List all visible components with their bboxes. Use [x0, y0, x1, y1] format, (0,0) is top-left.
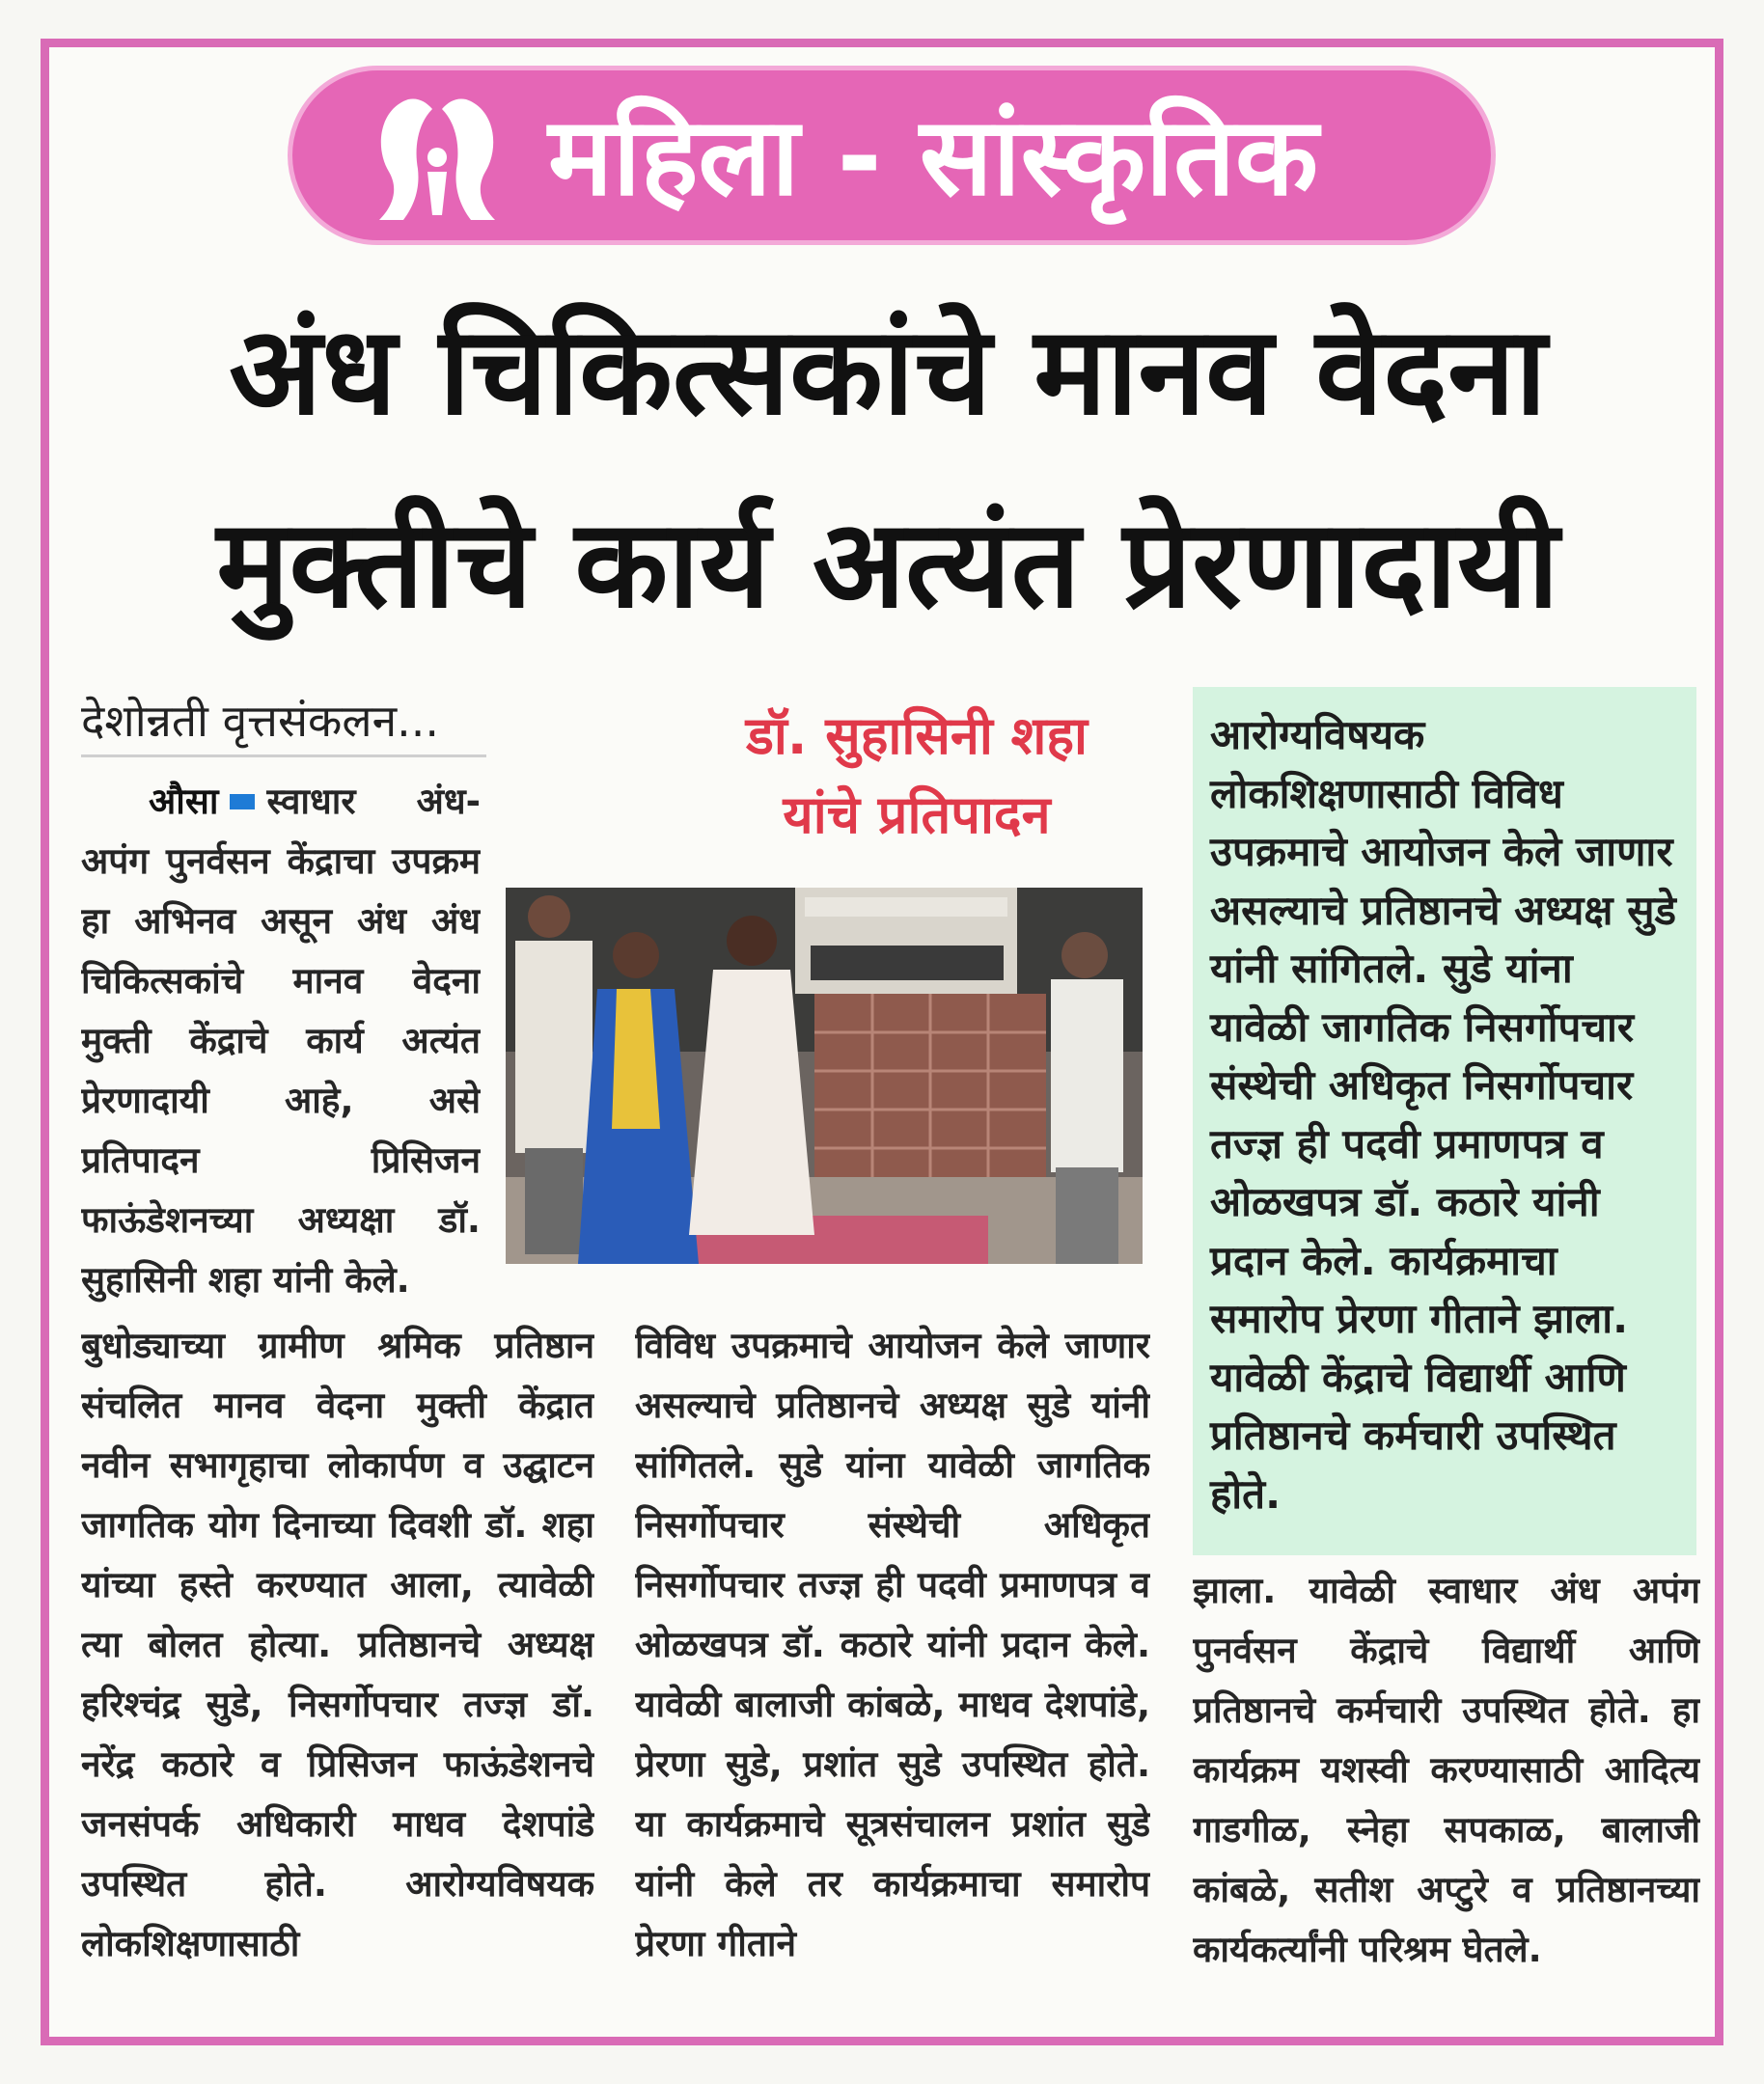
body-column-2 [635, 1316, 1150, 2030]
event-photo-icon [506, 888, 1143, 1264]
highlight-text: आरोग्यविषयक लोकशिक्षणासाठी विविध उपक्रमाचे आयोजन केले जाणार असल्याचे प्रतिष्ठानचे अध्यक्ष सुडे यांनी सांगितले. सुडे यांना यावेळी जागतिक निसर्गोपचार संस्थेची अधिकृत निसर्गोपचार तज्ज्ञ ही पदवी प्रमाणपत्र व ओळखपत्र डॉ. कठारे यांनी प्रदान केले. कार्यक्रमाचा समारोप प्रेरणा गीताने झाला. यावेळी केंद्राचे विद्यार्थी आणि प्रतिष्ठानचे कर्मचारी उपस्थित होते. [1210, 711, 1676, 1518]
body-column-3 [1193, 1561, 1700, 2024]
place-name: औसा [149, 781, 219, 822]
subheadline-line-2: यांचे प्रतिपादन [783, 784, 1051, 845]
body-text-col1-bottom: बुधोड्याच्या ग्रामीण श्रमिक प्रतिष्ठान संचलित मानव वेदना मुक्ती केंद्रात नवीन सभागृहाचा लोकार्पण व उद्घाटन जागतिक योग दिनाच्या दिवशी डॉ. शहा यांच्या हस्ते करण्यात आला, त्यावेळी त्या बोलत होत्या. प्रतिष्ठानचे अध्यक्ष हरिश्चंद्र सुडे, निसर्गोपचार तज्ज्ञ डॉ. नरेंद्र कठारे व प्रिसिजन फाऊंडेशनचे जनसंपर्क अधिकारी माधव देशपांडे उपस्थित होते. आरोग्यविषयक लोकशिक्षणासाठी [81, 1325, 594, 1964]
dateline: देशोन्नती वृत्तसंकलन... [81, 687, 486, 757]
women-silhouettes-logo-icon [350, 80, 524, 234]
body-text-col1-top: स्वाधार अंध-अपंग पुनर्वसन केंद्राचा उपक्रम हा अभिनव असून अंध अंध चिकित्सकांचे मानव वेदना मुक्ती केंद्राचे कार्य अत्यंत प्रेरणादायी आहे, असे प्रतिपादन प्रिसिजन फाऊंडेशनच्या अध्यक्षा डॉ. सुहासिनी शहा यांनी केले. [81, 781, 481, 1301]
highlight-box [1193, 687, 1696, 1555]
event-photo [506, 888, 1143, 1264]
headline-line-2: मुक्तीचे कार्य अत्यंत प्रेरणादायी [216, 493, 1559, 635]
body-column-1-top [81, 772, 481, 1312]
subheadline-line-1: डॉ. सुहासिनी शहा [746, 705, 1088, 766]
body-column-1-bottom [81, 1316, 594, 2030]
headline-line-1: अंध चिकित्सकांचे मानव वेदना [229, 300, 1547, 442]
section-label: महिला - सांस्कृतिक [548, 95, 1319, 220]
body-text-col3: झाला. यावेळी स्वाधार अंध अपंग पुनर्वसन केंद्राचे विद्यार्थी आणि प्रतिष्ठानचे कर्मचारी उपस्थित होते. हा कार्यक्रम यशस्वी करण्यासाठी आदित्य गाडगीळ, स्नेहा सपकाळ, बालाजी कांबळे, सतीश अप्टुरे व प्रतिष्ठानच्या कार्यकर्त्यांनी परिश्रम घेतले. [1193, 1570, 1700, 1970]
body-text-col2: विविध उपक्रमाचे आयोजन केले जाणार असल्याचे प्रतिष्ठानचे अध्यक्ष सुडे यांनी सांगितले. सुडे यांना यावेळी जागतिक निसर्गोपचार संस्थेची अधिकृत निसर्गोपचार तज्ज्ञ ही पदवी प्रमाणपत्र व ओळखपत्र डॉ. कठारे यांनी प्रदान केले. यावेळी बालाजी कांबळे, माधव देशपांडे, प्रेरणा सुडे, प्रशांत सुडे उपस्थित होते. या कार्यक्रमाचे सूत्रसंचालन प्रशांत सुडे यांनी केले तर कार्यक्रमाचा समारोप प्रेरणा गीताने [635, 1325, 1150, 1964]
section-banner [288, 66, 1496, 245]
dateline-bullet-icon [230, 794, 255, 809]
